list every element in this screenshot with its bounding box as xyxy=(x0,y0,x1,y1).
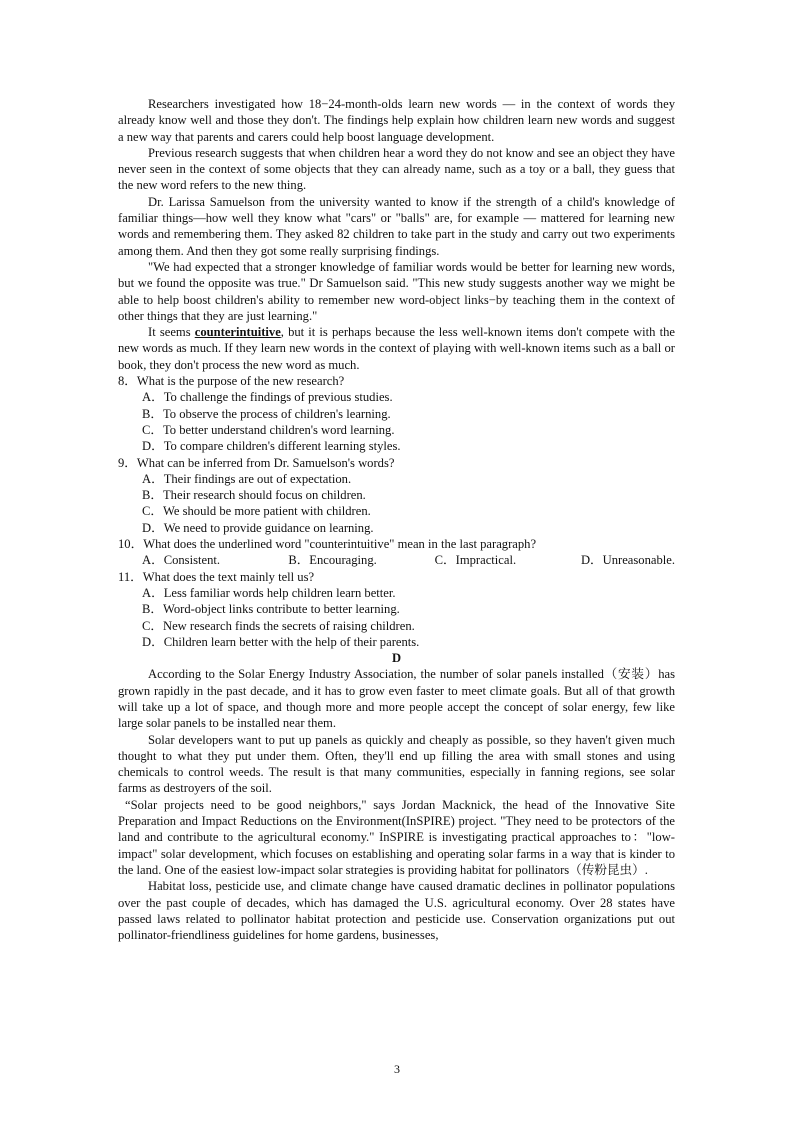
passage-c-paragraph-5 xyxy=(118,324,675,373)
question-stem: 9．What can be inferred from Dr. Samuelson's words? xyxy=(118,455,395,470)
option-d: D．To compare children's different learning styles. xyxy=(142,439,401,454)
passage-c-paragraph-3: Dr. Larissa Samuelson from the university wanted to know if the strength of a child's knowledge of familiar things—how well they know what "cars" or "balls" are, for example — mattered for learning new words and remembering them. They asked 82 children to take part in the study and carry out two experiments among them. And then they got some really surprising findings. xyxy=(118,194,675,258)
option-c: C．New research finds the secrets of raising children. xyxy=(142,618,415,633)
passage-c-paragraph-1: Researchers investigated how 18−24-month-olds learn new words — in the context of words they already know well and those they don't. The findings help explain how children learn new words and suggest a new way that parents and carers could help boost language development. xyxy=(118,97,675,144)
question-stem: 8．What is the purpose of the new research? xyxy=(118,374,345,389)
underlined-word: counterintuitive xyxy=(194,325,281,340)
option-c: C．Impractical. xyxy=(434,553,517,568)
option-a: A．Less familiar words help children learn better. xyxy=(142,585,396,600)
question-9 xyxy=(118,455,675,536)
page-number: 3 xyxy=(394,1062,400,1076)
option-b: B．Encouraging. xyxy=(288,553,377,568)
section-heading: D xyxy=(391,651,402,666)
passage-d-paragraph-4: Habitat loss, pesticide use, and climate change have caused dramatic declines in pollinator populations over the past couple of decades, which has damaged the U.S. agricultural economy. Over 28 states have passed laws related to pollinator habitat protection and pesticide use. Conservation organizations put out pollinator-friendliness guidelines for home gardens, businesses, xyxy=(118,879,675,943)
paragraph-text: , but it is perhaps because the less well-known items don't compete with the new words as much. If they learn new words in the context of playing with well-known items such as a ball or book, they don't process the new word as much. xyxy=(118,325,675,372)
passage-d-paragraph-3: “Solar projects need to be good neighbors," says Jordan Macknick, the head of the Innovative Site Preparation and Impact Reductions on the Environment(InSPIRE) project. "They need to be protectors of the land and contribute to the agricultural economy." InSPIRE is investigating practical approaches to："low-impact" solar development, which focuses on establishing and operating solar farms in a way that is kinder to the land. One of the easiest low-impact solar strategies is providing habitat for pollinators（传粉昆虫）. xyxy=(118,797,675,877)
question-stem: 10．What does the underlined word "counterintuitive" mean in the last paragraph? xyxy=(118,537,537,552)
option-c: C．To better understand children's word learning. xyxy=(142,422,395,437)
option-b: B．Their research should focus on children. xyxy=(142,488,366,503)
option-a: A．Consistent. xyxy=(142,553,221,568)
passage-d-paragraph-1: According to the Solar Energy Industry Association, the number of solar panels installed（安装）has grown rapidly in the past decade, and it has to grow even faster to meet climate goals. But all of that growth will take up a lot of space, and though more and more people accept the concept of solar energy, few like large solar panels to be installed near them. xyxy=(118,667,675,731)
question-8 xyxy=(118,373,675,454)
exam-page xyxy=(118,96,675,943)
question-stem: 11．What does the text mainly tell us? xyxy=(118,569,315,584)
option-d: D．Unreasonable. xyxy=(580,553,676,568)
question-11 xyxy=(118,569,675,650)
passage-d-paragraph-2: Solar developers want to put up panels as quickly and cheaply as possible, so they haven't given much thought to what they put under them. Often, they'll end up filling the area with small stones and using chemicals to control weeds. The result is that many communities, especially in fanning regions, see solar farms as destroyers of the soil. xyxy=(118,732,675,796)
option-d: D．We need to provide guidance on learning. xyxy=(142,520,374,535)
passage-c-paragraph-2: Previous research suggests that when children hear a word they do not know and see an object they have never seen in the context of some objects that they can already name, such as a toy or a ball, they guess that the new word refers to the new thing. xyxy=(118,145,675,193)
passage-c-paragraph-4: "We had expected that a stronger knowledge of familiar words would be better for learning new words, but we found the opposite was true." Dr Samuelson said. "This new study suggests another way we might be able to help boost children's ability to remember new word-object links−by teaching them in the context of other things that they are just learning." xyxy=(118,259,675,323)
option-a: A．To challenge the findings of previous studies. xyxy=(142,390,393,405)
options-row xyxy=(118,552,675,568)
option-b: B．To observe the process of children's learning. xyxy=(142,406,391,421)
option-d: D．Children learn better with the help of their parents. xyxy=(142,634,420,649)
paragraph-text: It seems xyxy=(148,325,195,340)
option-b: B．Word-object links contribute to better learning. xyxy=(142,602,400,617)
question-10 xyxy=(118,536,675,569)
option-a: A．Their findings are out of expectation. xyxy=(142,471,352,486)
option-c: C．We should be more patient with children. xyxy=(142,504,371,519)
